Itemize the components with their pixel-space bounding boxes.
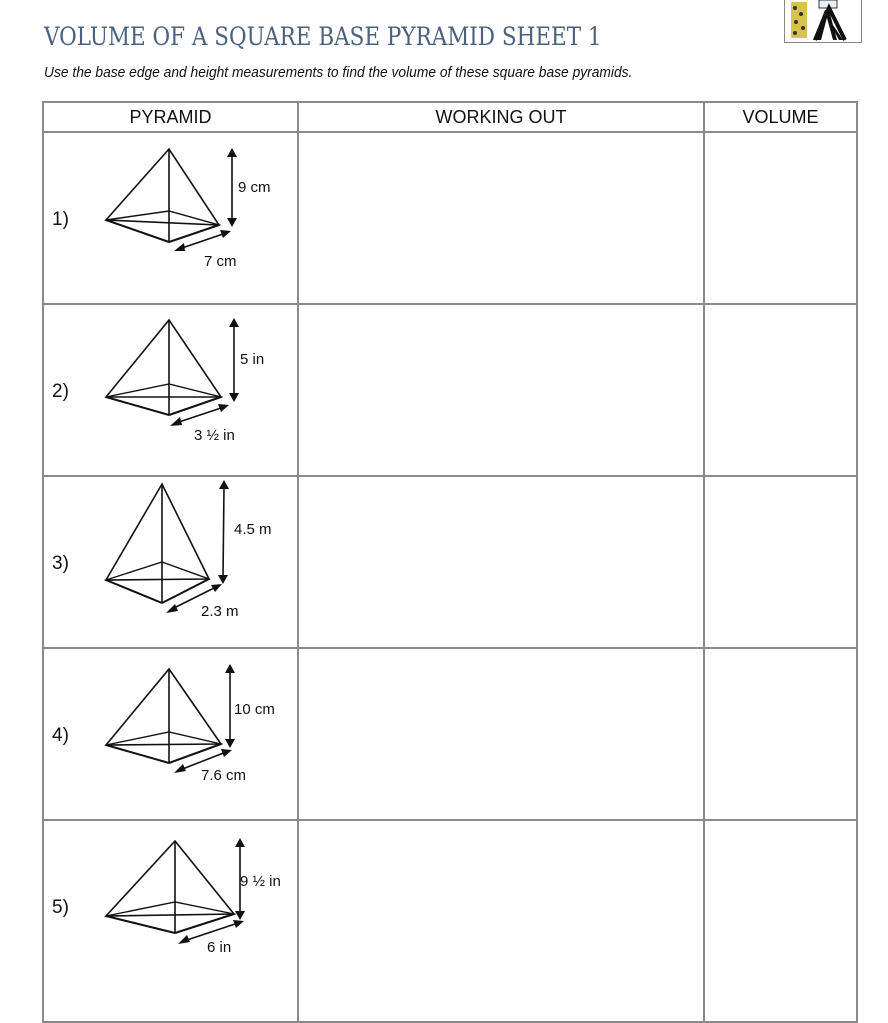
working-out-cell[interactable] (298, 820, 704, 1022)
base-edge-label: 2.3 m (201, 603, 239, 620)
logo (784, 0, 862, 43)
base-edge-label: 7 cm (204, 253, 237, 270)
column-header-volume: VOLUME (704, 102, 857, 132)
table-row (43, 820, 857, 1022)
base-edge-label: 6 in (207, 939, 232, 956)
volume-cell[interactable] (704, 820, 857, 1022)
column-header-working-out: WORKING OUT (298, 102, 704, 132)
volume-cell[interactable] (704, 476, 857, 648)
volume-cell[interactable] (704, 304, 857, 476)
square-pyramid-diagram (44, 649, 299, 819)
working-out-cell[interactable] (298, 648, 704, 820)
question-number: 1) (52, 209, 69, 230)
base-edge-label: 3 ½ in (194, 427, 235, 444)
base-edge-label: 7.6 cm (201, 767, 247, 784)
pyramid-cell (43, 476, 298, 648)
question-number: 2) (52, 381, 69, 402)
pyramid-cell (43, 648, 298, 820)
height-label: 4.5 m (234, 521, 272, 538)
pyramid-cell (43, 820, 298, 1022)
leopard-at-easel-logo-icon (785, 0, 861, 42)
table-row (43, 304, 857, 476)
table-row (43, 648, 857, 820)
question-number: 5) (52, 897, 69, 918)
worksheet-table (42, 101, 858, 1023)
pyramid-cell (43, 132, 298, 304)
pyramid-cell (43, 304, 298, 476)
table-header-row (43, 102, 857, 132)
working-out-cell[interactable] (298, 132, 704, 304)
volume-cell[interactable] (704, 648, 857, 820)
page-title: VOLUME OF A SQUARE BASE PYRAMID SHEET 1 (44, 22, 602, 51)
working-out-cell[interactable] (298, 476, 704, 648)
table-row (43, 476, 857, 648)
square-pyramid-diagram (44, 821, 299, 991)
square-pyramid-diagram (44, 133, 299, 303)
height-label: 9 ½ in (240, 873, 281, 890)
height-label: 9 cm (238, 179, 271, 196)
question-number: 4) (52, 725, 69, 746)
question-number: 3) (52, 553, 69, 574)
height-label: 5 in (240, 351, 265, 368)
square-pyramid-diagram (44, 305, 299, 475)
table-row (43, 132, 857, 304)
square-pyramid-diagram (44, 477, 299, 647)
volume-cell[interactable] (704, 132, 857, 304)
height-label: 10 cm (234, 701, 275, 718)
working-out-cell[interactable] (298, 304, 704, 476)
column-header-pyramid: PYRAMID (43, 102, 298, 132)
instructions: Use the base edge and height measurements to find the volume of these square base pyramids. (44, 64, 633, 81)
